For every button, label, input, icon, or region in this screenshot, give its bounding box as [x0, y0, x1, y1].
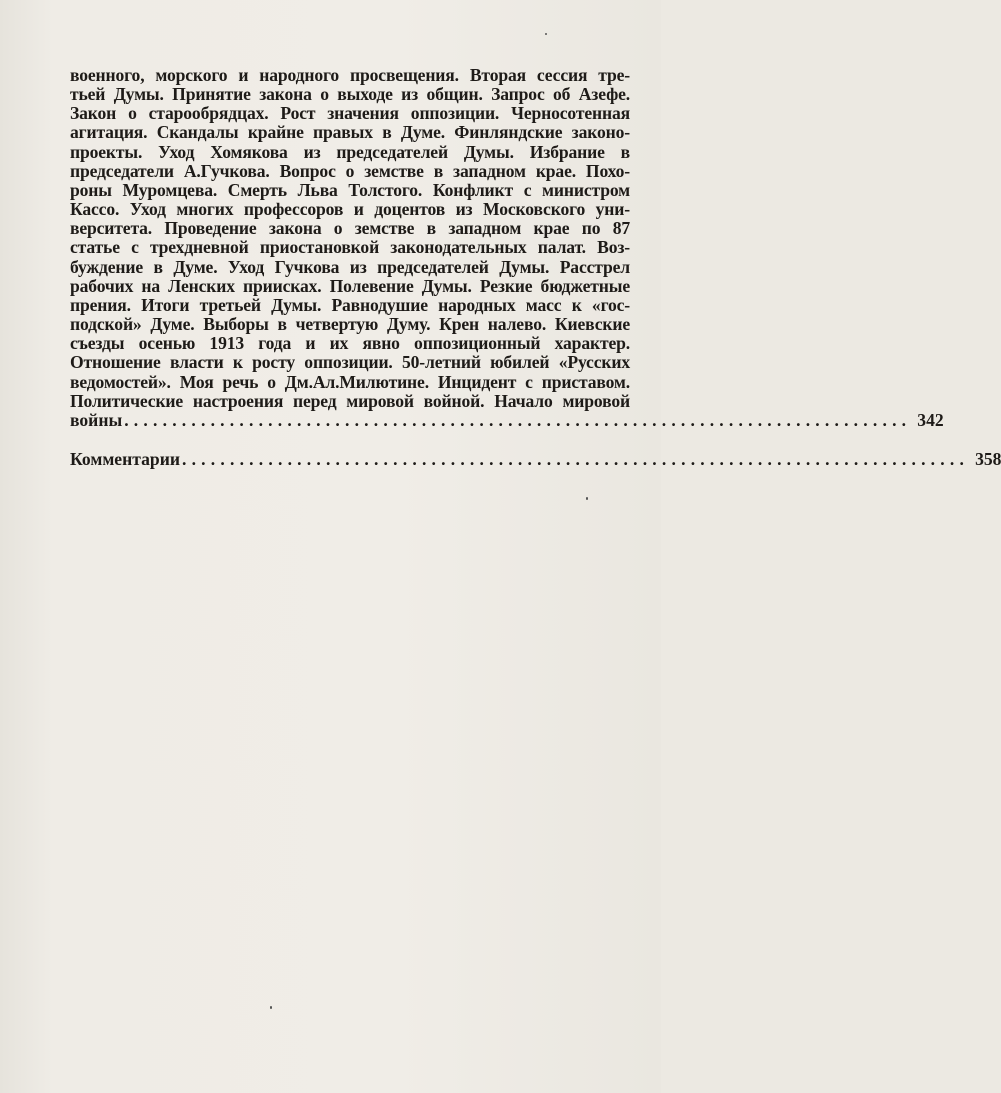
toc-entry-line: роны Муромцева. Смерть Льва Толстого. Конфликт с министром	[70, 179, 630, 200]
toc-entry-line: Политические настроения перед мировой войной. Начало мировой	[70, 390, 630, 411]
toc-entry-line: прения. Итоги третьей Думы. Равнодушие народных масс к «гос-	[70, 294, 630, 315]
dot-leader: ..................................................................................	[181, 448, 970, 469]
toc-entry-line: проекты. Уход Хомякова из председателей Думы. Избрание в	[70, 141, 630, 162]
paper-speck	[586, 497, 588, 500]
toc-entry-line: рабочих на Ленских приисках. Полевение Думы. Резкие бюджетные	[70, 275, 630, 296]
toc-comments-label: Комментарии	[70, 448, 180, 469]
toc-entry-line: съезды осенью 1913 года и их явно оппозиционный характер.	[70, 333, 630, 354]
toc-entry-line: верситета. Проведение закона о земстве в западном крае по 87	[70, 218, 630, 239]
toc-entry-line: председатели А.Гучкова. Вопрос о земстве в западном крае. Похо-	[70, 160, 630, 181]
paper-speck	[545, 33, 547, 35]
toc-entry-line: статье с трехдневной приостановкой законодательных палат. Воз-	[70, 237, 630, 258]
toc-entry-line: буждение в Думе. Уход Гучкова из председателей Думы. Расстрел	[70, 256, 630, 277]
toc-entry-chapter-text	[70, 66, 630, 411]
toc-entry-page-number: 342	[917, 409, 944, 430]
toc-entry-line: агитация. Скандалы крайне правых в Думе. Финляндские законо-	[70, 122, 630, 143]
dot-leader: ..................................................................................	[124, 409, 912, 430]
toc-entry-line: военного, морского и народного просвещения. Вторая сессия тре-	[70, 65, 630, 85]
toc-entry-line: подской» Думе. Выборы в четвертую Думу. Крен налево. Киевские	[70, 314, 630, 335]
table-of-contents	[70, 65, 1001, 469]
toc-entry-chapter-final-line[interactable]	[70, 409, 944, 430]
toc-entry-line: Кассо. Уход многих профессоров и доцентов из Московского уни-	[70, 199, 630, 220]
toc-entry-line: Отношение власти к росту оппозиции. 50-летний юбилей «Русских	[70, 352, 630, 373]
toc-entry-line: тьей Думы. Принятие закона о выходе из общин. Запрос об Азефе.	[70, 84, 630, 105]
toc-comments-page-number: 358	[975, 448, 1001, 469]
toc-entry-last-line: войны	[70, 409, 123, 430]
toc-entry-comments[interactable]	[70, 448, 1001, 469]
toc-entry-line: Закон о старообрядцах. Рост значения оппозиции. Черносотенная	[70, 103, 630, 124]
paper-speck	[270, 1006, 272, 1009]
toc-entry-line: ведомостей». Моя речь о Дм.Ал.Милютине. Инцидент с приставом.	[70, 371, 630, 392]
